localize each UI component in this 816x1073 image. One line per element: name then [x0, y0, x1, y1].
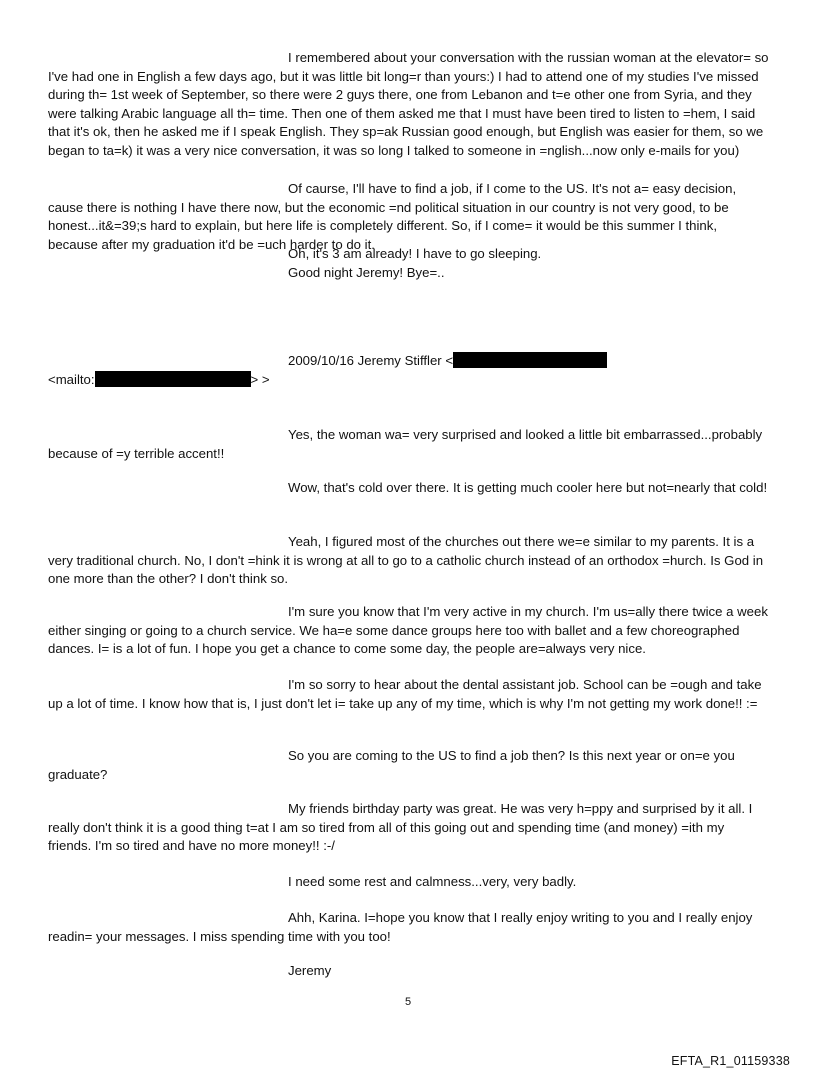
header-mailto: <mailto: — [48, 371, 95, 387]
redaction-bar — [95, 371, 251, 387]
paragraph-text: Yeah, I figured most of the churches out there we=e similar to my parents. It is a very traditional church. No, I don't =hink it is wrong at all to go to a catholic church instead of an orthodox =hurch. Is God in one more than the other? I don't think so. — [48, 534, 764, 587]
redaction-bar — [453, 352, 607, 368]
paragraph-text: Jeremy — [288, 963, 332, 978]
paragraph-churches — [48, 533, 770, 589]
paragraph-text: I need some rest and calmness...very, very badly. — [288, 874, 577, 889]
paragraph-rest — [48, 873, 770, 892]
paragraph-text: Wow, that's cold over there. It is getting much cooler here but not=nearly that cold! — [288, 480, 768, 495]
paragraph-dental — [48, 676, 770, 713]
paragraph-us-job — [48, 747, 770, 784]
paragraph-karina — [48, 909, 770, 946]
signature-jeremy — [48, 962, 770, 981]
paragraph-text: Good night Jeremy! Bye=.. — [288, 265, 445, 280]
email-header — [48, 352, 770, 389]
paragraph-church-active — [48, 603, 770, 659]
document-id: EFTA_R1_01159338 — [671, 1054, 790, 1068]
paragraph-text: My friends birthday party was great. He was very h=ppy and surprised by it all. I really don't think it is a good thing t=at I am so tired from all of this going out and spending time (and money) =ith my friends. I'm so tired and have no more money!! :-/ — [48, 801, 753, 854]
paragraph-text: Oh, it's 3 am already! I have to go sleeping. — [288, 246, 542, 261]
paragraph-woman — [48, 426, 770, 463]
paragraph-birthday — [48, 800, 770, 856]
paragraph-text: I remembered about your conversation with the russian woman at the elevator= so I've had one in English a few days ago, but it was little bit long=r than yours:) I had to attend one of my studies I've missed during th= 1st week of September, so there were 2 guys there, one from Lebanon and t=e other one from Syria, and they were talking Arabic language all th= time. Then one of them asked me that I must have been tired to listen to =hem, I said that it's ok, then he asked me if I speak English. They sp=ak Russian good enough, but English was easier for them, so we began to ta=k) it was a very nice conversation, it was so long I talked to someone in =nglish...now only e-mails for you) — [48, 50, 769, 158]
paragraph-goodnight — [48, 264, 770, 283]
paragraph-text: So you are coming to the US to find a job then? Is this next year or on=e you graduate? — [48, 748, 735, 782]
paragraph-text: Ahh, Karina. I=hope you know that I really enjoy writing to you and I really enjoy readin= your messages. I miss spending time with you too! — [48, 910, 753, 944]
paragraph-elevator — [48, 49, 770, 161]
page-number: 5 — [404, 996, 412, 1008]
paragraph-text: I'm so sorry to hear about the dental assistant job. School can be =ough and take up a lot of time. I know how that is, I just don't let i= take up any of my time, which is why I'm not getting my work done!! := — [48, 677, 762, 711]
header-mailto-suffix: > > — [250, 371, 270, 387]
header-date-from: 2009/10/16 Jeremy Stiffler < — [288, 353, 454, 368]
paragraph-text: Of caurse, I'll have to find a job, if I come to the US. It's not a= easy decision, cause there is nothing I have there now, but the economic =nd political situation in our country is not very good, to be honest...it&=39;s hard to explain, but here life is completely different. So, if I come= it would be this summer I think, because after my graduation it'd be =uch harder to do it. — [48, 181, 737, 252]
paragraph-job — [48, 180, 770, 254]
paragraph-text: I'm sure you know that I'm very active in my church. I'm us=ally there twice a week either singing or going to a church service. We ha=e some dance groups here too with ballet and a few choreographed dances. I= is a lot of fun. I hope you get a chance to come some day, the people are=always very nice. — [48, 604, 768, 657]
paragraph-cold — [48, 479, 770, 498]
paragraph-text: Yes, the woman wa= very surprised and looked a little bit embarrassed...probably because of =y terrible accent!! — [48, 427, 763, 461]
paragraph-3am — [48, 245, 770, 264]
